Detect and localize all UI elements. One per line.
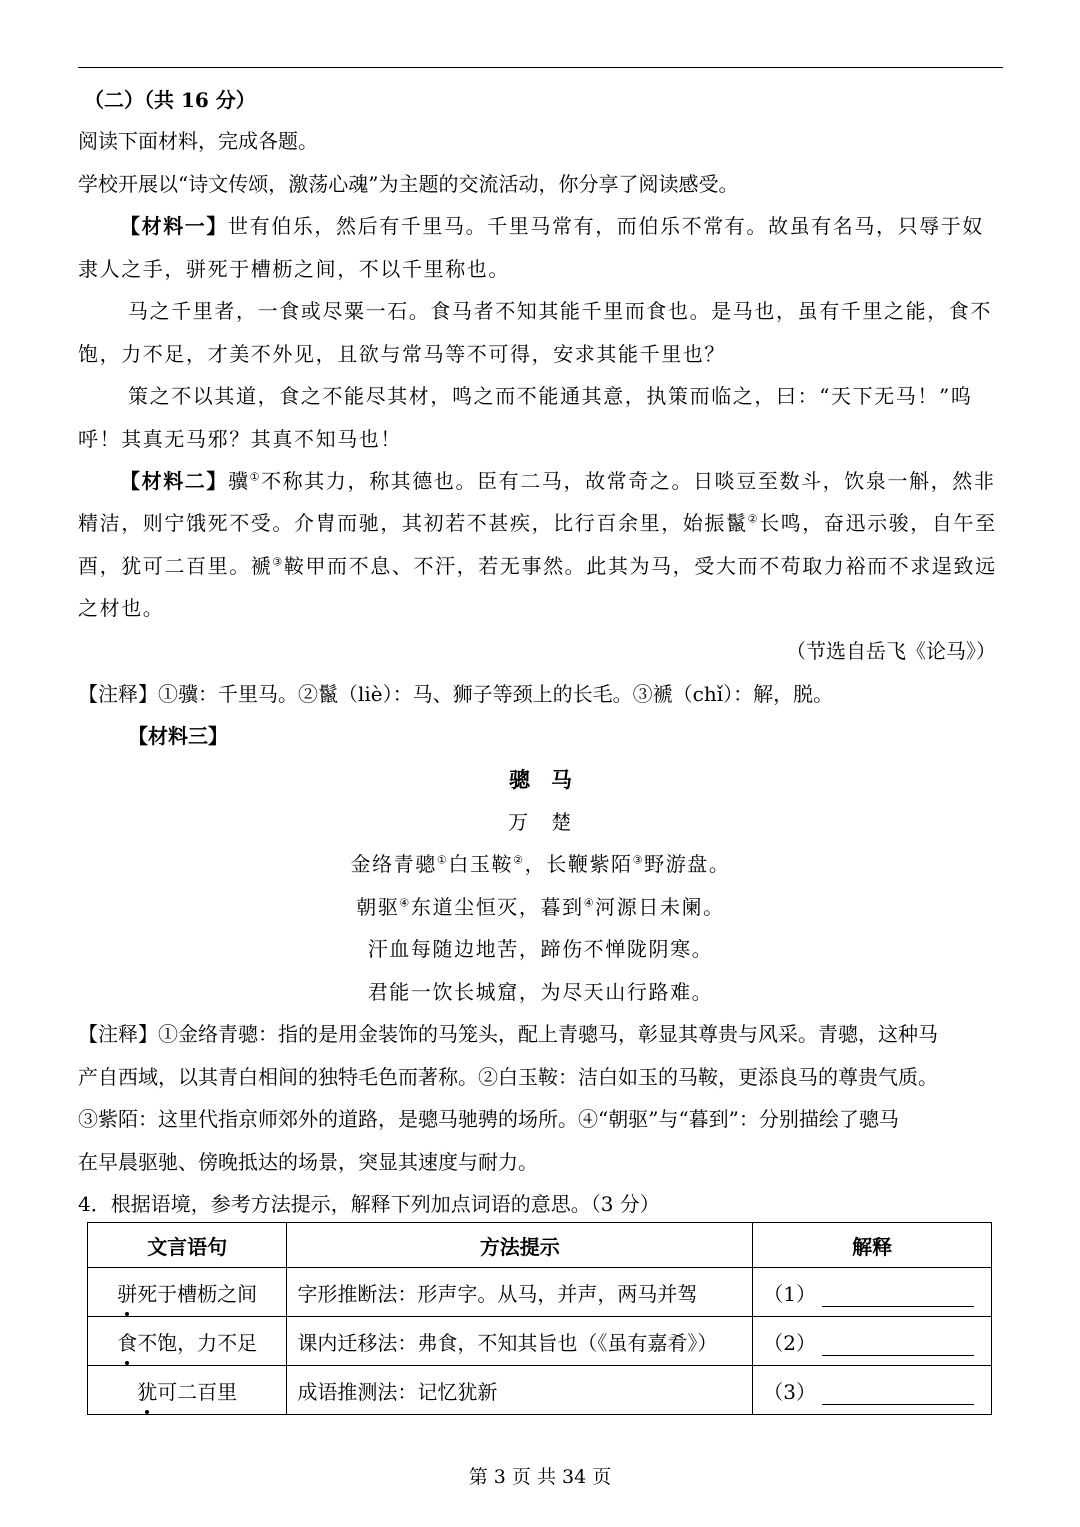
material2-line2: 精洁，则宁饿死不受。介胄而驰，其初若不甚疾，比行百余里，始振鬣②长鸣，奋迅示骏，自午至 (78, 511, 997, 535)
poem-line4: 君能一饮长城窟，为尽天山行路难。 (367, 980, 714, 1004)
poem-author: 万 楚 (508, 810, 573, 834)
table-row (88, 1317, 992, 1366)
material1-line6: 呼！其真无马邪？其真不知马也！ (78, 427, 402, 451)
material1-label: 【材料一】 (120, 214, 228, 238)
table-header: 方法提示 (287, 1223, 753, 1268)
table-header: 文言语句 (88, 1223, 287, 1268)
table-header-row (88, 1223, 992, 1268)
table-row (88, 1366, 992, 1415)
poem-title: 骢 马 (509, 767, 572, 792)
hint-cell: 课内迁移法：弗食，不知其旨也（《虽有嘉肴》） (287, 1317, 753, 1366)
hint-cell: 成语推测法：记忆犹新 (287, 1366, 753, 1415)
footnote-marker: ① (249, 470, 262, 484)
question4-prompt: 4．根据语境，参考方法提示，解释下列加点词语的意思。（3 分） (78, 1192, 660, 1216)
section-heading: （二）（共 16 分） (84, 88, 256, 112)
material1-line2: 隶人之手，骈死于槽枥之间，不以千里称也。 (78, 257, 510, 281)
material3-label: 【材料三】 (128, 724, 228, 748)
material2-line3: 酉，犹可二百里。褫③鞍甲而不息、不汗，若无事然。此其为马，受大而不苟取力裕而不求逞致远 (78, 554, 997, 578)
table-row (88, 1268, 992, 1317)
material1-line5: 策之不以其道，食之不能尽其材，鸣之而不能通其意，执策而临之，曰：“天下无马！”呜 (128, 384, 973, 408)
top-rule (78, 67, 1003, 68)
material1-line4: 饱，力不足，才美不外见，且欲与常马等不可得，安求其能千里也？ (78, 342, 726, 366)
material1-line3: 马之千里者，一食或尽粟一石。食马者不知其能千里而食也。是马也，虽有千里之能，食不 (128, 299, 992, 323)
footnote-marker: ② (747, 512, 760, 526)
material2-line1: 【材料二】骥①不称其力，称其德也。臣有二马，故常奇之。日啖豆至数斗，饮泉一斛，然非 (120, 469, 996, 493)
material3-annotation-line2: 产自西域，以其青白相间的独特毛色而著称。②白玉鞍：洁白如玉的马鞍，更添良马的尊贵气质。 (78, 1065, 938, 1089)
sentence-cell: 骈死于槽枥之间 (88, 1268, 287, 1317)
material2-annotation: 【注释】①骥：千里马。②鬣（liè）：马、狮子等颈上的长毛。③褫（chǐ）：解，脱。 (78, 682, 834, 706)
footnote-marker: ③ (272, 555, 284, 569)
answer-blank[interactable] (822, 1384, 974, 1405)
material3-annotation-line4: 在早晨驱驰、傍晚抵达的场景，突显其速度与耐力。 (78, 1150, 538, 1174)
material2-line4: 之材也。 (78, 596, 165, 620)
answer-cell: （3） (753, 1366, 992, 1415)
poem-line1: 金络青骢①白玉鞍②，长鞭紫陌③野游盘。 (350, 852, 731, 876)
answer-blank[interactable] (822, 1335, 974, 1356)
answer-cell: （1） (753, 1268, 992, 1317)
material2-label: 【材料二】 (120, 469, 228, 493)
sentence-cell: 犹可二百里 (88, 1366, 287, 1415)
answer-blank[interactable] (822, 1286, 974, 1307)
instruction-activity: 学校开展以“诗文传颂，激荡心魂”为主题的交流活动，你分享了阅读感受。 (78, 172, 739, 196)
material1-line1: 【材料一】世有伯乐，然后有千里马。千里马常有，而伯乐不常有。故虽有名马，只辱于奴 (120, 214, 984, 238)
material3-annotation-line3: ③紫陌：这里代指京师郊外的道路，是骢马驰骋的场所。④“朝驱”与“暮到”：分别描绘了骢马 (78, 1107, 899, 1131)
material2-source: （节选自岳飞《论马》） (786, 639, 996, 663)
poem-line3: 汗血每随边地苦，蹄伤不惮陇阴寒。 (367, 937, 714, 961)
material3-annotation-line1: 【注释】①金络青骢：指的是用金装饰的马笼头，配上青骢马，彰显其尊贵与风采。青骢，这种马 (78, 1022, 938, 1046)
dotted-word: 食 (117, 1327, 137, 1356)
instruction-read: 阅读下面材料，完成各题。 (78, 129, 318, 153)
poem-line2: 朝驱④东道尘恒灭，暮到④河源日未阑。 (356, 895, 725, 919)
dotted-word: 骈 (117, 1278, 137, 1307)
sentence-cell: 食不饱，力不足 (88, 1317, 287, 1366)
question4-table (87, 1222, 992, 1415)
dotted-word: 犹 (137, 1376, 157, 1405)
page-footer: 第 3 页 共 34 页 (468, 1466, 612, 1488)
hint-cell: 字形推断法：形声字。从马，并声，两马并驾 (287, 1268, 753, 1317)
answer-cell: （2） (753, 1317, 992, 1366)
table-header: 解释 (753, 1223, 992, 1268)
